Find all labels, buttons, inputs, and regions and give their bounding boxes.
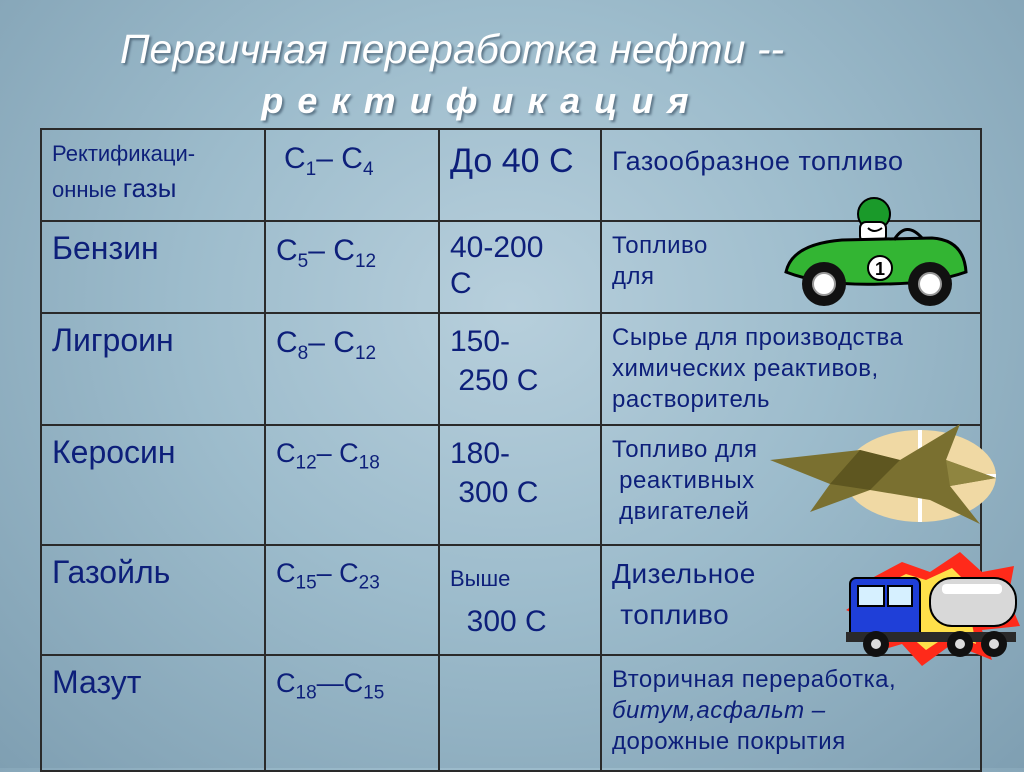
fraction-name: Бензин [41, 221, 265, 313]
boiling-temp-cell: Выше 300 С [439, 545, 601, 655]
formula-cell: $C_{18}—C_{15}$ [265, 655, 439, 771]
usage-cell: Газообразное топливо [601, 129, 981, 221]
usage-cell: Топливо для [601, 221, 981, 313]
slide-title-line2: ректификация [261, 80, 703, 121]
usage-cell: Дизельное топливо [601, 545, 981, 655]
fraction-name: Лигроин [41, 313, 265, 425]
table-row [41, 655, 981, 771]
car-number: 1 [874, 259, 886, 279]
formula-cell: $C_1-$ $C_4$ [265, 129, 439, 221]
boiling-temp-cell: 150- 250 С [439, 313, 601, 425]
fraction-name-cell [41, 129, 265, 221]
boiling-temp-cell: 40-200 С [439, 221, 601, 313]
formula-cell: $C_{15}-$ $C_{23}$ [265, 545, 439, 655]
fraction-name: Ректификаци- [52, 141, 196, 166]
formula-cell: $C_{12}-$ $C_{18}$ [265, 425, 439, 545]
formula-cell: $C_5-$ $C_{12}$ [265, 221, 439, 313]
boiling-temp-cell: До 40 С [439, 129, 601, 221]
usage-cell: Вторичная переработка, битум,асфальт – дорожные покрытия [601, 655, 981, 771]
table-row [41, 545, 981, 655]
slide-title-line1: Первичная переработка нефти -- [119, 26, 785, 72]
fraction-name: Керосин [41, 425, 265, 545]
race-car-icon [782, 192, 972, 312]
formula-cell: $C_8-$ $C_{12}$ [265, 313, 439, 425]
jet-plane-icon [770, 420, 998, 532]
fraction-name: газы [122, 172, 177, 203]
usage-cell: Топливо для реактивных двигателей [601, 425, 981, 545]
boiling-temp-cell: 180- 300 С [439, 425, 601, 545]
tanker-truck-icon [842, 548, 1022, 670]
fraction-name: Газойль [41, 545, 265, 655]
fraction-name: Мазут [41, 655, 265, 771]
table-row [41, 313, 981, 425]
usage-cell: Сырье для производства химических реактивов, растворитель [601, 313, 981, 425]
boiling-temp-cell [439, 655, 601, 771]
fraction-name: онные [52, 176, 123, 202]
